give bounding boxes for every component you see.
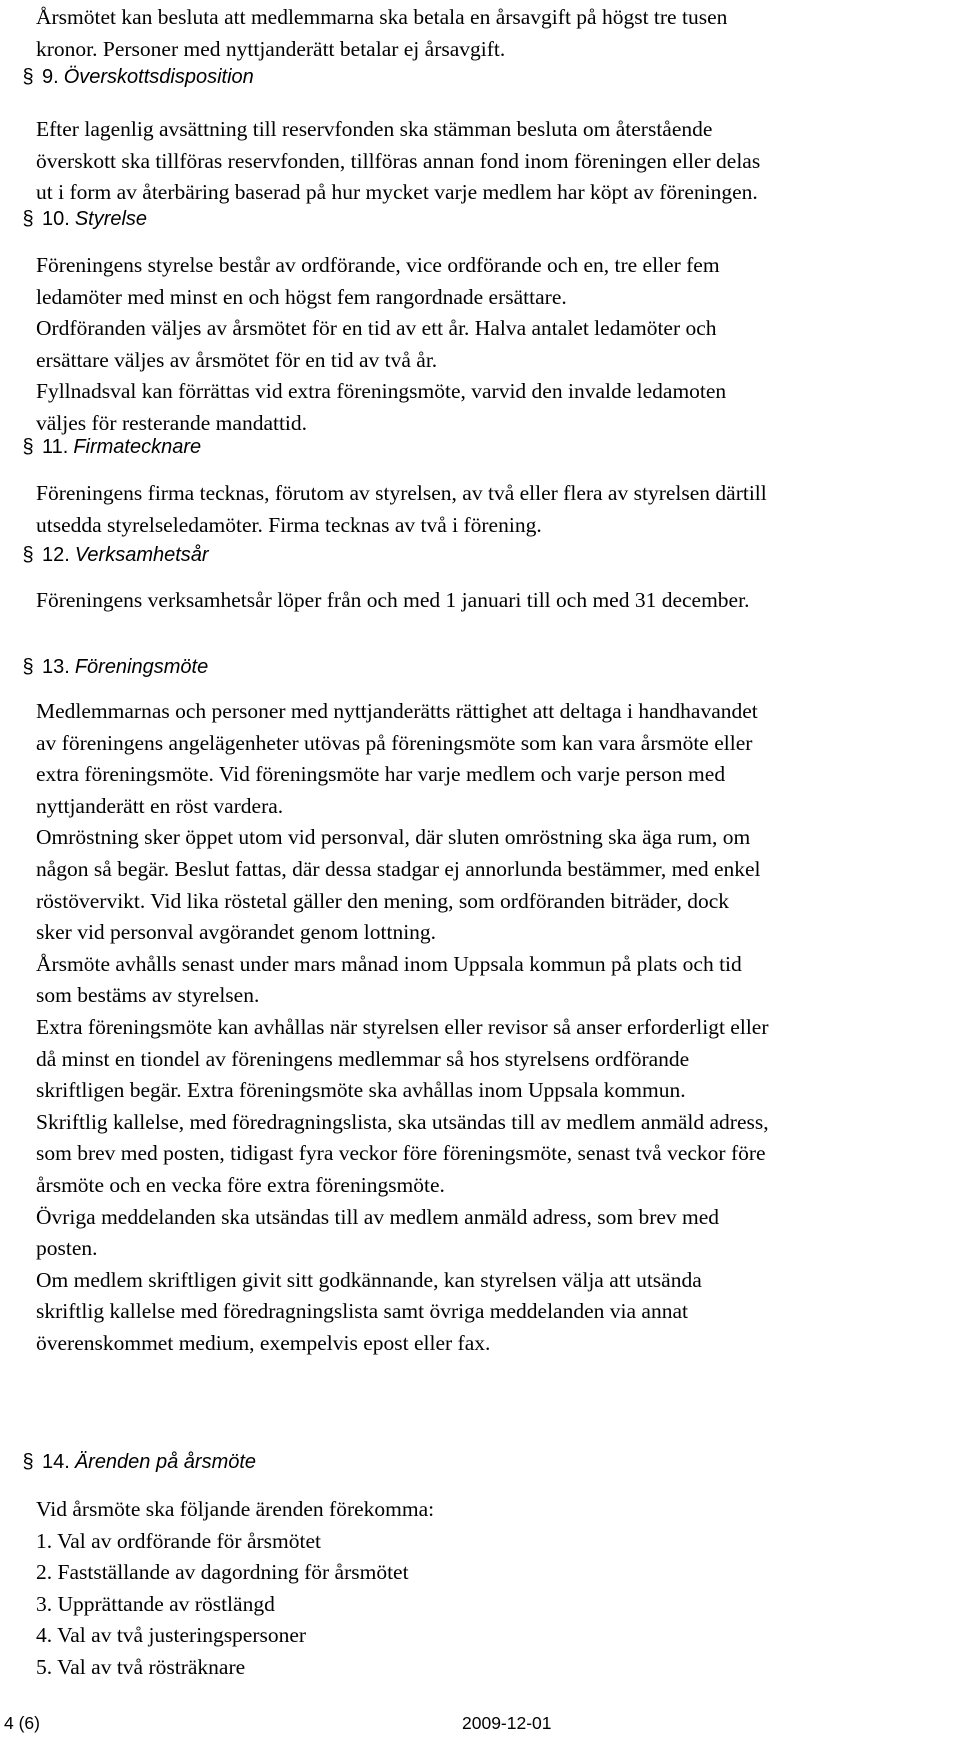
text-line: Ordföranden väljes av årsmötet för en tid av ett år. Halva antalet ledamöter och: [36, 316, 717, 341]
text-line: som brev med posten, tidigast fyra veckor före föreningsmöte, senast två veckor före: [36, 1141, 766, 1166]
text-line: Årsmöte avhålls senast under mars månad inom Uppsala kommun på plats och tid: [36, 951, 742, 976]
text-line: ersättare väljes av årsmötet för en tid av två år.: [36, 347, 438, 372]
section-heading-14: [20, 1447, 920, 1477]
section-number: 11.: [42, 436, 69, 458]
text-line: någon så begär. Beslut fattas, där dessa stadgar ej annorlunda bestämmer, med enkel: [36, 856, 761, 881]
text-line: Skriftlig kallelse, med föredragningslista, ska utsändas till av medlem anmäld adress,: [36, 1109, 769, 1134]
text-line: som bestäms av styrelsen.: [36, 983, 260, 1008]
text-line: kronor. Personer med nyttjanderätt betalar ej årsavgift.: [36, 36, 506, 61]
text-line: Om medlem skriftligen givit sitt godkännande, kan styrelsen välja att utsända: [36, 1267, 702, 1292]
section-number: 9.: [42, 66, 59, 88]
section-body-12: [36, 585, 956, 617]
section-body-9: [36, 114, 956, 209]
text-line: sker vid personval avgörandet genom lottning.: [36, 920, 437, 945]
section-number: 13.: [42, 656, 70, 678]
section-symbol: §: [22, 544, 34, 566]
section-body-10: [36, 250, 956, 440]
text-line: posten.: [36, 1236, 98, 1261]
text-line: överenskommet medium, exempelvis epost eller fax.: [36, 1330, 491, 1355]
section-title: Överskottsdisposition: [63, 66, 254, 88]
section-title: Föreningsmöte: [74, 656, 209, 678]
list-item: 2. Fastställande av dagordning för årsmötet: [36, 1560, 409, 1585]
section-symbol: §: [22, 656, 34, 678]
text-line: Efter lagenlig avsättning till reservfonden ska stämman besluta om återstående: [36, 117, 713, 141]
list-item: 5. Val av två rösträknare: [36, 1654, 246, 1679]
text-line: årsmöte och en vecka före extra föreningsmöte.: [36, 1172, 445, 1197]
text-line: Medlemmarnas och personer med nyttjanderätts rättighet att deltaga i handhavandet: [36, 699, 758, 723]
section-heading-13: [20, 652, 920, 682]
text-line: av föreningens angelägenheter utövas på föreningsmöte som kan vara årsmöte eller: [36, 730, 753, 755]
section-heading-10: [20, 204, 920, 234]
section-title: Verksamhetsår: [74, 544, 209, 566]
text-line: skriftligen begär. Extra föreningsmöte ska avhållas inom Uppsala kommun.: [36, 1078, 686, 1103]
text-line: Årsmötet kan besluta att medlemmarna ska betala en årsavgift på högst tre tusen: [36, 5, 728, 29]
text-line: Vid årsmöte ska följande ärenden förekomma:: [36, 1497, 435, 1521]
text-line: Omröstning sker öppet utom vid personval, där sluten omröstning ska äga rum, om: [36, 825, 751, 850]
section-title: Styrelse: [74, 208, 148, 230]
text-line: då minst en tiondel av föreningens medlemmar så hos styrelsens ordförande: [36, 1046, 690, 1071]
section-heading-12: [20, 540, 920, 570]
section-number: 12.: [42, 544, 70, 566]
section-symbol: §: [22, 66, 34, 88]
text-line: skriftlig kallelse med föredragningslista samt övriga meddelanden via annat: [36, 1299, 688, 1324]
section-body-11: [36, 478, 956, 541]
section-title: Ärenden på årsmöte: [74, 1451, 257, 1473]
section-symbol: §: [22, 436, 34, 458]
text-line: Föreningens styrelse består av ordförande, vice ordförande och en, tre eller fem: [36, 253, 720, 277]
text-line: röstövervikt. Vid lika röstetal gäller den mening, som ordföranden biträder, dock: [36, 888, 730, 913]
text-line: extra föreningsmöte. Vid föreningsmöte har varje medlem och varje person med: [36, 762, 726, 787]
list-item: 3. Upprättande av röstlängd: [36, 1591, 275, 1616]
section-symbol: §: [22, 1451, 34, 1473]
list-item: 1. Val av ordförande för årsmötet: [36, 1528, 321, 1553]
section-number: 10.: [42, 208, 70, 230]
section-title: Firmatecknare: [73, 436, 202, 458]
text-line: överskott ska tillföras reservfonden, tillföras annan fond inom föreningen eller delas: [36, 148, 761, 173]
section-body-13: [36, 696, 956, 1359]
list-item: 4. Val av två justeringspersoner: [36, 1623, 307, 1648]
text-line: ut i form av återbäring baserad på hur mycket varje medlem har köpt av föreningen.: [36, 180, 758, 205]
text-line: Fyllnadsval kan förrättas vid extra föreningsmöte, varvid den invalde ledamoten: [36, 379, 727, 404]
section-heading-11: [20, 432, 920, 462]
text-line: Extra föreningsmöte kan avhållas när styrelsen eller revisor så anser erforderligt eller: [36, 1014, 769, 1039]
page-number: 4 (6): [4, 1713, 40, 1733]
text-line: utsedda styrelseledamöter. Firma tecknas av två i förening.: [36, 512, 542, 537]
text-line: Föreningens verksamhetsår löper från och med 1 januari till och med 31 december.: [36, 588, 750, 612]
text-line: ledamöter med minst en och högst fem rangordnade ersättare.: [36, 284, 567, 309]
intro-paragraph: [36, 2, 956, 65]
text-line: nyttjanderätt en röst vardera.: [36, 793, 284, 818]
footer-date: 2009-12-01: [462, 1713, 552, 1733]
section-number: 14.: [42, 1451, 70, 1473]
section-body-14: [36, 1494, 956, 1684]
section-symbol: §: [22, 208, 34, 230]
text-line: Övriga meddelanden ska utsändas till av medlem anmäld adress, som brev med: [36, 1204, 720, 1229]
section-heading-9: [20, 62, 920, 92]
text-line: Föreningens firma tecknas, förutom av styrelsen, av två eller flera av styrelsen därtill: [36, 481, 767, 505]
text-line: väljes för resterande mandattid.: [36, 410, 308, 435]
